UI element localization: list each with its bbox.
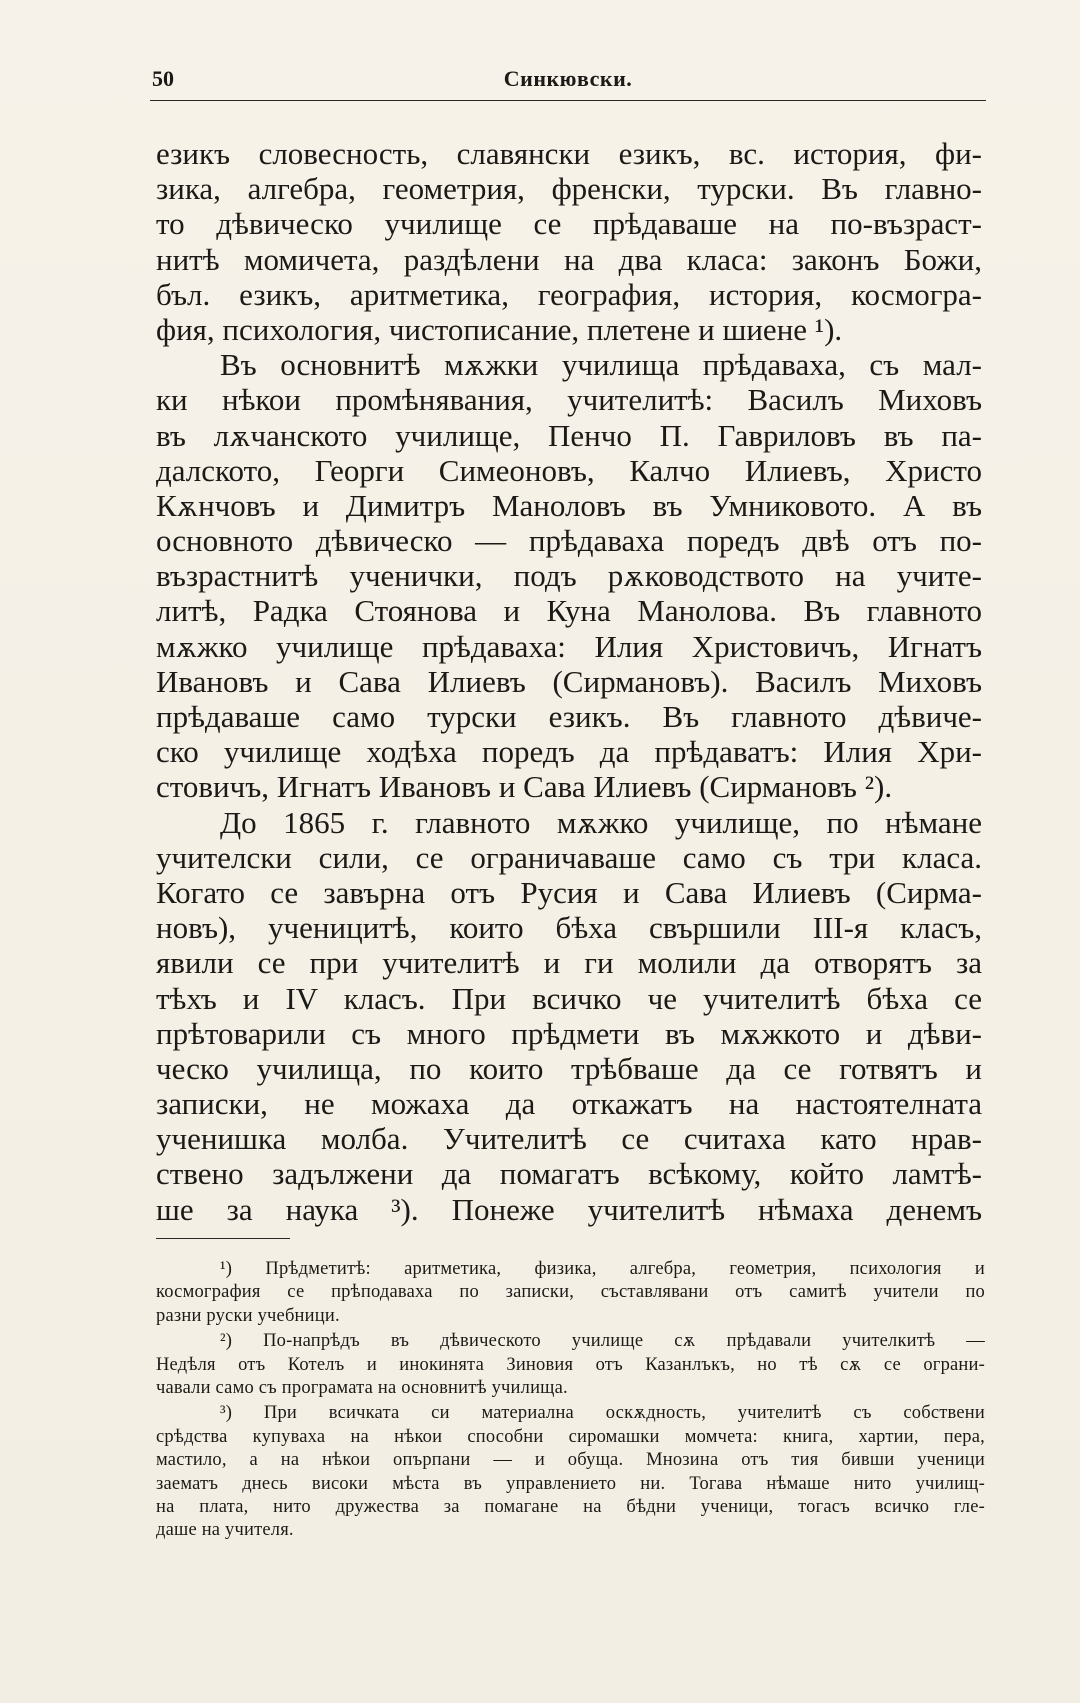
text-line: Въ основнитѣ мѫжки училища прѣдаваха, съ мал- (220, 347, 982, 383)
text-line: ки нѣкои промѣнявания, учителитѣ: Василъ Миховъ (156, 382, 982, 418)
text-line: фия, психология, чистописание, плетене и шиене ¹). (156, 311, 843, 347)
footnotes (156, 1258, 985, 1543)
footnote-line: на плата, нито дружества за помагане на бѣдни ученици, тогасъ всичко гле- (156, 1496, 985, 1517)
footnote-line: разни руски учебници. (156, 1305, 340, 1326)
footnote-line: мастило, а на нѣкои опърпани — и обуща. Мнозина отъ тия бивши ученици (156, 1450, 985, 1471)
footnote-line: ²) По-напрѣдъ въ дѣвическото училище сѫ прѣдавали учителкитѣ — (220, 1331, 985, 1352)
text-line: ствено задължени да помагатъ всѣкому, който ламтѣ- (156, 1156, 982, 1192)
footnote-line: космография се прѣподаваха по записки, съставлявани отъ самитѣ учители по (156, 1282, 985, 1303)
running-head: Синкювски. (503, 66, 633, 91)
text-line: мѫжко училище прѣдаваха: Илия Христовичъ, Игнатъ (156, 628, 982, 664)
text-line: стовичъ, Игнатъ Ивановъ и Сава Илиевъ (Сирмановъ ²). (156, 769, 893, 805)
page-header (150, 60, 986, 100)
footnote-line: срѣдства купуваха на нѣкои способни сиромашки момчета: книга, хартии, пера, (156, 1426, 985, 1447)
text-line: зика, алгебра, геометрия, френски, турски. Въ главно- (156, 171, 982, 207)
text-line: Когато се завърна отъ Русия и Сава Илиевъ (Сирма- (156, 874, 982, 910)
footnote-3 (156, 1402, 985, 1542)
footnote-line: ¹) Прѣдметитѣ: аритметика, физика, алгебра, геометрия, психология и (220, 1259, 985, 1279)
text-line: възрастнитѣ ученички, подъ рѫководството на учите- (156, 558, 982, 594)
text-line: езикъ словесность, славянски езикъ, вс. история, фи- (156, 136, 982, 171)
text-line: Кѫнчовъ и Димитръ Маноловъ въ Умниковото. А въ (156, 487, 982, 523)
text-line: прѣдаваше само турски езикъ. Въ главното дѣвиче- (156, 699, 982, 734)
footnote-1 (156, 1258, 985, 1328)
footnote-line: заематъ днесь високи мѣста въ управлението ни. Тогава нѣмаше нито училищ- (156, 1473, 985, 1494)
text-line: основното дѣвическо — прѣдаваха поредъ двѣ отъ по- (156, 523, 982, 559)
text-line: явили се при учителитѣ и ги молили да отворятъ за (156, 945, 982, 981)
footnote-line: даше на учителя. (156, 1520, 294, 1541)
text-line: тѣхъ и IV класъ. При всичко че учителитѣ бѣха се (156, 980, 982, 1016)
text-line: то дѣвическо училище се прѣдаваше на по-възраст- (156, 206, 982, 242)
footnote-line: ³) При всичката си материална оскѫдность, учителитѣ съ собствени (220, 1403, 985, 1424)
footnote-rule (156, 1238, 290, 1239)
text-line: бъл. езикъ, аритметика, география, история, космогра- (156, 276, 982, 312)
page-number: 50 (152, 66, 174, 91)
text-line: ше за наука ³). Понеже учителитѣ нѣмаха денемъ (156, 1191, 982, 1227)
text-line: въ лѫчанското училище, Пенчо П. Гавриловъ въ па- (156, 417, 982, 453)
text-line: далското, Георги Симеоновъ, Калчо Илиевъ, Христо (156, 452, 982, 488)
text-line: нитѣ момичета, раздѣлени на два класа: законъ Божи, (156, 241, 982, 277)
text-line: ческо училища, по които трѣбваше да се готвятъ и (156, 1050, 982, 1086)
text-line: ско училище ходѣха поредъ да прѣдаватъ: Илия Хри- (156, 734, 982, 770)
text-line: учителски сили, се ограничаваше само съ три класа. (156, 839, 982, 875)
footnote-line: Недѣля отъ Котелъ и инокинята Зиновия отъ Казанлъкъ, но тѣ сѫ се ограни- (156, 1354, 985, 1375)
text-line: ученишка молба. Учителитѣ се считаха като нрав- (156, 1121, 982, 1157)
text-line: Ивановъ и Сава Илиевъ (Сирмановъ). Василъ Миховъ (156, 663, 982, 699)
footnote-line: чавали само съ програмата на основнитѣ училища. (156, 1377, 568, 1398)
text-line: прѣтоварили съ много прѣдмети въ мѫжкото и дѣви- (156, 1015, 982, 1051)
text-line: записки, не можаха да откажатъ на настоятелната (156, 1086, 982, 1122)
footnote-2 (156, 1330, 985, 1400)
text-line: До 1865 г. главното мѫжко училище, по нѣмане (220, 804, 982, 840)
main-text (156, 136, 982, 1227)
header-rule (150, 100, 986, 101)
text-line: новъ), ученицитѣ, които бѣха свършили III-я класъ, (156, 910, 982, 946)
text-line: литѣ, Радка Стоянова и Куна Манолова. Въ главното (156, 593, 982, 629)
